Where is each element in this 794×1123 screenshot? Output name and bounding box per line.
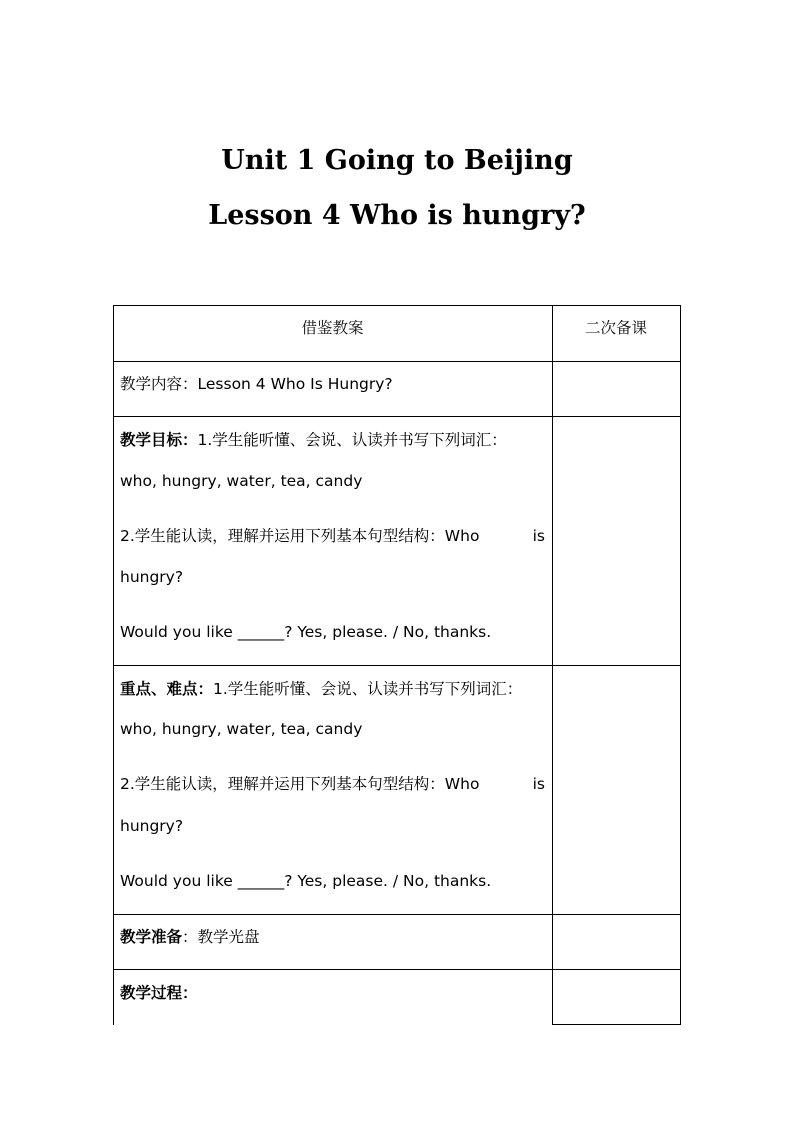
keypoints-line-4: hungry?	[120, 817, 184, 835]
content-label: 教学内容：	[120, 375, 198, 393]
goals-line-2: who, hungry, water, tea, candy	[120, 472, 363, 490]
goals-line-1	[120, 430, 545, 450]
table-border-left	[113, 305, 114, 1025]
goals-line-3	[120, 526, 545, 546]
goals-line-4: hungry?	[120, 568, 184, 586]
keypoints-line-1	[120, 679, 545, 699]
goals-line-5: Would you like ______? Yes, please. / No, thanks.	[120, 623, 492, 641]
keypoints-line-3-text: 2.学生能认读，理解并运用下列基本句型结构：Who	[120, 775, 480, 793]
keypoints-label: 重点、难点：	[120, 680, 214, 698]
table-divider	[113, 416, 681, 417]
table-divider	[113, 969, 681, 970]
keypoints-line-5: Would you like ______? Yes, please. / No, thanks.	[120, 872, 492, 890]
content-value: Lesson 4 Who Is Hungry?	[197, 375, 393, 393]
table-divider	[113, 361, 681, 362]
keypoints-line-2: who, hungry, water, tea, candy	[120, 720, 363, 738]
prep-row	[120, 927, 545, 947]
header-second-preparation: 二次备课	[584, 319, 647, 337]
table-divider	[113, 665, 681, 666]
prep-label: 教学准备	[120, 928, 183, 946]
table-column-divider	[552, 305, 553, 1025]
process-label: 教学过程：	[120, 984, 198, 1002]
content-row	[120, 374, 545, 394]
table-border-top	[113, 305, 681, 306]
keypoints-text: 1.学生能听懂、会说、认读并书写下列词汇：	[213, 680, 523, 698]
goals-label: 教学目标：	[120, 431, 198, 449]
header-reference-plan: 借鉴教案	[301, 319, 364, 337]
goals-line-3-text: 2.学生能认读，理解并运用下列基本句型结构：Who	[120, 527, 480, 545]
table-divider	[552, 1024, 681, 1025]
table-border-right	[680, 305, 681, 1025]
keypoints-line-3-end: is	[532, 775, 545, 793]
document-subtitle: Lesson 4 Who is hungry?	[208, 200, 586, 231]
document-title: Unit 1 Going to Beijing	[221, 145, 573, 176]
table-divider	[113, 914, 681, 915]
keypoints-line-3	[120, 774, 545, 794]
goals-line-3-end: is	[532, 527, 545, 545]
prep-value: ：教学光盘	[182, 928, 260, 946]
goals-text: 1.学生能听懂、会说、认读并书写下列词汇：	[197, 431, 507, 449]
